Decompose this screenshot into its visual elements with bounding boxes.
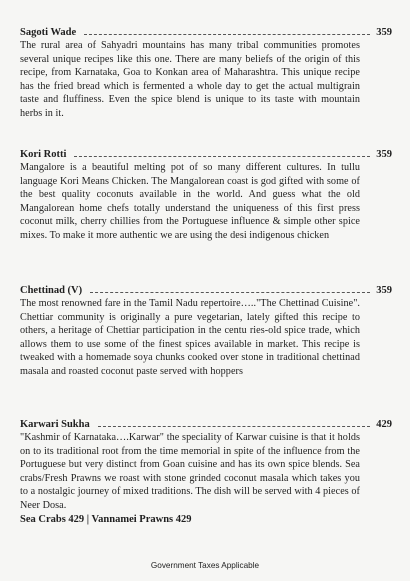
menu-item-sagoti-wade [20,24,392,121]
dotted-leader [90,292,370,293]
dish-description: Mangalore is a beautiful melting pot of so many different cultures. In tullu language Kori Means Chicken. The Mangalorean coast is god gifted with some of the best quality coconuts available in the world. And guess what the old Mangalorean home chefs totally understand the uniqueness of this first press coconut milk, cherry chillies from the Portuguese influence & simple other spice mixes. To make it more authentic we are using the desi indigenous chicken [20,162,360,241]
dotted-leader [74,156,370,157]
dish-name: Chettinad (V) [20,284,83,296]
menu-item-chettinad [20,282,392,379]
dish-price: 359 [376,26,392,38]
dotted-leader [84,34,370,35]
dish-description: "Kashmir of Karnataka….Karwar" the speciality of Karwar cuisine is that it holds on to its traditional root from the time memorial in spite of the influence from the Portuguese but very distinct from Goan cuisine and has its own spice blends. Sea crabs/Fresh Prawns we roast with stone grinded coconut masala which takes you to a nostalgic journey of mixed traditions. The dish will be served with 4 pieces of Neer Dosa. [20,432,360,511]
dish-price: 359 [376,148,392,160]
menu-item-kori-rotti [20,146,392,243]
dish-variant-prices: Sea Crabs 429 | Vannamei Prawns 429 [20,513,192,525]
dish-description: The most renowned fare in the Tamil Nadu repertoire….."The Chettinad Cuisine". Chettiar community is originally a pure vegetarian, lately gifted this recipe to others, a heritage of Chettiar participation in the centu ries-old spice trade, which allows them to use some of the finest spices available in market. This recipe is tweaked with a homemade soya chunks cooked over stone in traditional chettinad masala and roasted coconut paste served with hoppers [20,298,360,377]
dish-name: Sagoti Wade [20,26,77,38]
dish-name: Karwari Sukha [20,418,90,430]
menu-item-header [20,24,392,40]
tax-note: Government Taxes Applicable [150,561,260,570]
menu-item-header [20,282,392,298]
dotted-leader [98,426,371,427]
dish-price: 429 [376,418,392,430]
menu-item-header [20,416,392,432]
dish-price: 359 [376,284,392,296]
dish-description: The rural area of Sahyadri mountains has many tribal communities promotes several unique recipes like this one. There are many beliefs of the origin of this recipe, from Karnataka, Goa to Konkan area of Maharashtra. This unique recipe has the fried bread which is fermented a whole day to get the actual multigrain taste and fluffiness. Even the spice blend is unique to its taste with mountain herbs in it. [20,40,360,119]
menu-item-header [20,146,392,162]
dish-name: Kori Rotti [20,148,67,160]
menu-item-karwari-sukha [20,416,392,526]
